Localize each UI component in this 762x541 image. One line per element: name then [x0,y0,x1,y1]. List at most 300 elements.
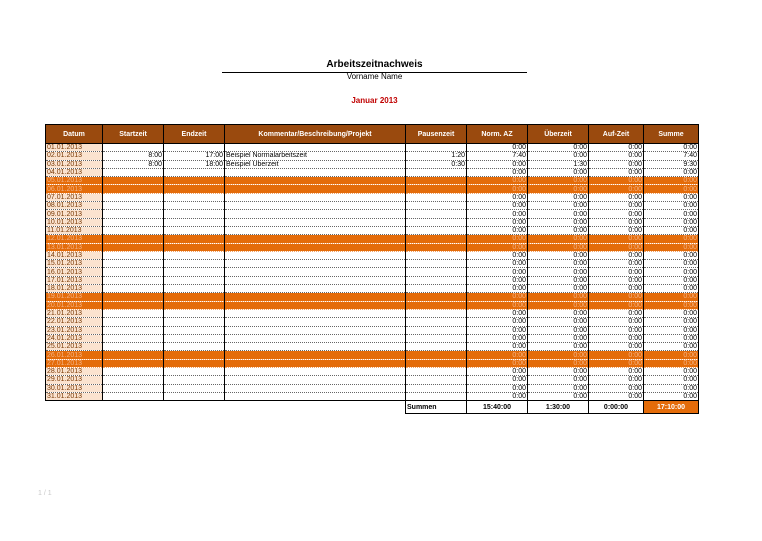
ueberzeit-cell[interactable]: 0:00 [528,293,589,301]
ueberzeit-cell[interactable]: 0:00 [528,368,589,376]
date-cell[interactable]: 02.01.2013 [46,152,103,160]
comment-cell[interactable] [225,384,406,392]
date-cell[interactable]: 22.01.2013 [46,318,103,326]
ueberzeit-cell[interactable]: 0:00 [528,392,589,400]
date-cell[interactable]: 10.01.2013 [46,218,103,226]
end-time-cell[interactable] [164,260,225,268]
pause-time-cell[interactable] [406,260,467,268]
norm-az-cell[interactable]: 0:00 [467,235,528,243]
end-time-cell[interactable] [164,210,225,218]
comment-cell[interactable]: Beispiel Überzeit [225,160,406,168]
auf-zeit-cell[interactable]: 0:00 [589,351,644,359]
auf-zeit-cell[interactable]: 0:00 [589,376,644,384]
summe-cell[interactable]: 0:00 [644,210,699,218]
ueberzeit-cell[interactable]: 0:00 [528,351,589,359]
ueberzeit-cell[interactable]: 0:00 [528,226,589,234]
pause-time-cell[interactable] [406,334,467,342]
summe-cell[interactable]: 0:00 [644,144,699,152]
auf-zeit-cell[interactable]: 0:00 [589,326,644,334]
table-row [46,351,699,359]
ueberzeit-cell[interactable]: 0:00 [528,318,589,326]
auf-zeit-cell[interactable]: 0:00 [589,384,644,392]
summe-cell[interactable]: 0:00 [644,235,699,243]
norm-az-cell[interactable]: 0:00 [467,226,528,234]
start-time-cell[interactable] [103,309,164,317]
summe-cell[interactable]: 0:00 [644,268,699,276]
summe-cell[interactable]: 0:00 [644,343,699,351]
norm-az-cell[interactable]: 0:00 [467,276,528,284]
col-pausenzeit[interactable]: Pausenzeit [406,125,467,144]
start-time-cell[interactable] [103,293,164,301]
start-time-cell[interactable] [103,210,164,218]
start-time-cell[interactable] [103,243,164,251]
summe-cell[interactable]: 0:00 [644,285,699,293]
auf-zeit-cell[interactable]: 0:00 [589,293,644,301]
norm-az-cell[interactable]: 0:00 [467,268,528,276]
pause-time-cell[interactable] [406,392,467,400]
start-time-cell[interactable] [103,235,164,243]
date-cell[interactable]: 23.01.2013 [46,326,103,334]
total-ueberzeit[interactable]: 1:30:00 [528,401,589,414]
date-cell[interactable]: 29.01.2013 [46,376,103,384]
end-time-cell[interactable] [164,368,225,376]
ueberzeit-cell[interactable]: 0:00 [528,193,589,201]
comment-cell[interactable] [225,376,406,384]
start-time-cell[interactable] [103,318,164,326]
summe-cell[interactable]: 0:00 [644,185,699,193]
summe-cell[interactable]: 0:00 [644,218,699,226]
end-time-cell[interactable] [164,168,225,176]
norm-az-cell[interactable]: 0:00 [467,260,528,268]
start-time-cell[interactable] [103,144,164,152]
norm-az-cell[interactable]: 0:00 [467,293,528,301]
start-time-cell[interactable]: 8:00 [103,160,164,168]
col-ueberzeit[interactable]: Überzeit [528,125,589,144]
start-time-cell[interactable] [103,168,164,176]
col-auf-zeit[interactable]: Auf-Zeit [589,125,644,144]
end-time-cell[interactable] [164,326,225,334]
ueberzeit-cell[interactable]: 0:00 [528,301,589,309]
pause-time-cell[interactable] [406,218,467,226]
date-cell[interactable]: 15.01.2013 [46,260,103,268]
summe-cell[interactable]: 0:00 [644,276,699,284]
norm-az-cell[interactable]: 0:00 [467,177,528,185]
auf-zeit-cell[interactable]: 0:00 [589,368,644,376]
summe-cell[interactable]: 9:30 [644,160,699,168]
norm-az-cell[interactable]: 0:00 [467,243,528,251]
date-cell[interactable]: 31.01.2013 [46,392,103,400]
pause-time-cell[interactable] [406,168,467,176]
comment-cell[interactable] [225,144,406,152]
start-time-cell[interactable] [103,368,164,376]
date-cell[interactable]: 16.01.2013 [46,268,103,276]
pause-time-cell[interactable] [406,193,467,201]
auf-zeit-cell[interactable]: 0:00 [589,309,644,317]
summe-cell[interactable]: 0:00 [644,392,699,400]
summe-cell[interactable]: 0:00 [644,226,699,234]
date-cell[interactable]: 25.01.2013 [46,343,103,351]
ueberzeit-cell[interactable]: 0:00 [528,251,589,259]
ueberzeit-cell[interactable]: 0:00 [528,309,589,317]
date-cell[interactable]: 28.01.2013 [46,368,103,376]
norm-az-cell[interactable]: 0:00 [467,334,528,342]
end-time-cell[interactable] [164,309,225,317]
comment-cell[interactable] [225,226,406,234]
pause-time-cell[interactable] [406,235,467,243]
comment-cell[interactable] [225,168,406,176]
pause-time-cell[interactable] [406,185,467,193]
date-cell[interactable]: 09.01.2013 [46,210,103,218]
norm-az-cell[interactable]: 0:00 [467,218,528,226]
comment-cell[interactable] [225,392,406,400]
end-time-cell[interactable]: 18:00 [164,160,225,168]
date-cell[interactable]: 11.01.2013 [46,226,103,234]
comment-cell[interactable] [225,309,406,317]
end-time-cell[interactable] [164,359,225,367]
date-cell[interactable]: 18.01.2013 [46,285,103,293]
start-time-cell[interactable] [103,351,164,359]
end-time-cell[interactable] [164,301,225,309]
pause-time-cell[interactable] [406,359,467,367]
pause-time-cell[interactable] [406,368,467,376]
comment-cell[interactable] [225,301,406,309]
end-time-cell[interactable]: 17:00 [164,152,225,160]
table-row [46,243,699,251]
comment-cell[interactable] [225,268,406,276]
comment-cell[interactable] [225,177,406,185]
start-time-cell[interactable] [103,268,164,276]
comment-cell[interactable] [225,368,406,376]
ueberzeit-cell[interactable]: 0:00 [528,359,589,367]
end-time-cell[interactable] [164,268,225,276]
norm-az-cell[interactable]: 0:00 [467,384,528,392]
auf-zeit-cell[interactable]: 0:00 [589,218,644,226]
col-datum[interactable]: Datum [46,125,103,144]
pause-time-cell[interactable] [406,210,467,218]
end-time-cell[interactable] [164,185,225,193]
auf-zeit-cell[interactable]: 0:00 [589,343,644,351]
ueberzeit-cell[interactable]: 0:00 [528,152,589,160]
total-summe[interactable]: 17:10:00 [644,401,699,414]
total-norm-az[interactable]: 15:40:00 [467,401,528,414]
start-time-cell[interactable] [103,202,164,210]
norm-az-cell[interactable]: 0:00 [467,144,528,152]
pause-time-cell[interactable] [406,285,467,293]
auf-zeit-cell[interactable]: 0:00 [589,168,644,176]
auf-zeit-cell[interactable]: 0:00 [589,185,644,193]
date-cell[interactable]: 26.01.2013 [46,351,103,359]
date-cell[interactable]: 30.01.2013 [46,384,103,392]
end-time-cell[interactable] [164,293,225,301]
date-cell[interactable]: 04.01.2013 [46,168,103,176]
comment-cell[interactable] [225,334,406,342]
end-time-cell[interactable] [164,177,225,185]
end-time-cell[interactable] [164,202,225,210]
auf-zeit-cell[interactable]: 0:00 [589,334,644,342]
total-auf-zeit[interactable]: 0:00:00 [589,401,644,414]
summe-cell[interactable]: 0:00 [644,326,699,334]
comment-cell[interactable] [225,318,406,326]
end-time-cell[interactable] [164,318,225,326]
pause-time-cell[interactable] [406,326,467,334]
summe-cell[interactable]: 0:00 [644,193,699,201]
comment-cell[interactable] [225,293,406,301]
comment-cell[interactable] [225,193,406,201]
summe-cell[interactable]: 0:00 [644,318,699,326]
month-label: Januar 2013 [351,96,398,105]
table-row [46,359,699,367]
pause-time-cell[interactable] [406,293,467,301]
pause-time-cell[interactable] [406,309,467,317]
norm-az-cell[interactable]: 0:00 [467,318,528,326]
ueberzeit-cell[interactable]: 0:00 [528,177,589,185]
date-cell[interactable]: 08.01.2013 [46,202,103,210]
pause-time-cell[interactable] [406,243,467,251]
start-time-cell[interactable] [103,343,164,351]
norm-az-cell[interactable]: 0:00 [467,185,528,193]
date-cell[interactable]: 07.01.2013 [46,193,103,201]
ueberzeit-cell[interactable]: 0:00 [528,210,589,218]
auf-zeit-cell[interactable]: 0:00 [589,251,644,259]
end-time-cell[interactable] [164,251,225,259]
summe-cell[interactable]: 0:00 [644,359,699,367]
col-endzeit[interactable]: Endzeit [164,125,225,144]
pause-time-cell[interactable] [406,376,467,384]
norm-az-cell[interactable]: 0:00 [467,392,528,400]
ueberzeit-cell[interactable]: 0:00 [528,343,589,351]
comment-cell[interactable] [225,243,406,251]
auf-zeit-cell[interactable]: 0:00 [589,276,644,284]
start-time-cell[interactable] [103,185,164,193]
end-time-cell[interactable] [164,384,225,392]
start-time-cell[interactable] [103,260,164,268]
date-cell[interactable]: 05.01.2013 [46,177,103,185]
end-time-cell[interactable] [164,226,225,234]
date-cell[interactable]: 12.01.2013 [46,235,103,243]
comment-cell[interactable] [225,326,406,334]
comment-cell[interactable] [225,260,406,268]
auf-zeit-cell[interactable]: 0:00 [589,243,644,251]
ueberzeit-cell[interactable]: 0:00 [528,185,589,193]
pause-time-cell[interactable] [406,177,467,185]
start-time-cell[interactable] [103,359,164,367]
summe-cell[interactable]: 0:00 [644,351,699,359]
start-time-cell[interactable] [103,193,164,201]
auf-zeit-cell[interactable]: 0:00 [589,260,644,268]
end-time-cell[interactable] [164,285,225,293]
auf-zeit-cell[interactable]: 0:00 [589,226,644,234]
norm-az-cell[interactable]: 0:00 [467,210,528,218]
pause-time-cell[interactable] [406,144,467,152]
norm-az-cell[interactable]: 0:00 [467,160,528,168]
comment-cell[interactable] [225,235,406,243]
end-time-cell[interactable] [164,276,225,284]
end-time-cell[interactable] [164,235,225,243]
norm-az-cell[interactable]: 0:00 [467,359,528,367]
summe-cell[interactable]: 0:00 [644,177,699,185]
date-cell[interactable]: 20.01.2013 [46,301,103,309]
end-time-cell[interactable] [164,144,225,152]
table-row [46,185,699,193]
norm-az-cell[interactable]: 0:00 [467,285,528,293]
auf-zeit-cell[interactable]: 0:00 [589,177,644,185]
norm-az-cell[interactable]: 0:00 [467,351,528,359]
end-time-cell[interactable] [164,243,225,251]
auf-zeit-cell[interactable]: 0:00 [589,144,644,152]
date-cell[interactable]: 03.01.2013 [46,160,103,168]
comment-cell[interactable] [225,359,406,367]
ueberzeit-cell[interactable]: 0:00 [528,276,589,284]
col-summe[interactable]: Summe [644,125,699,144]
end-time-cell[interactable] [164,392,225,400]
end-time-cell[interactable] [164,351,225,359]
col-norm-az[interactable]: Norm. AZ [467,125,528,144]
pause-time-cell[interactable] [406,318,467,326]
ueberzeit-cell[interactable]: 0:00 [528,243,589,251]
auf-zeit-cell[interactable]: 0:00 [589,392,644,400]
date-cell[interactable]: 19.01.2013 [46,293,103,301]
start-time-cell[interactable] [103,334,164,342]
auf-zeit-cell[interactable]: 0:00 [589,193,644,201]
pause-time-cell[interactable]: 1:20 [406,152,467,160]
table-row [46,193,699,201]
pause-time-cell[interactable] [406,268,467,276]
summe-cell[interactable]: 0:00 [644,384,699,392]
start-time-cell[interactable] [103,392,164,400]
pause-time-cell[interactable] [406,351,467,359]
comment-cell[interactable] [225,343,406,351]
summe-cell[interactable]: 0:00 [644,334,699,342]
start-time-cell[interactable] [103,376,164,384]
summe-cell[interactable]: 0:00 [644,260,699,268]
norm-az-cell[interactable]: 0:00 [467,251,528,259]
comment-cell[interactable] [225,251,406,259]
summe-cell[interactable]: 0:00 [644,168,699,176]
date-cell[interactable]: 21.01.2013 [46,309,103,317]
comment-cell[interactable] [225,276,406,284]
comment-cell[interactable] [225,351,406,359]
norm-az-cell[interactable]: 0:00 [467,376,528,384]
ueberzeit-cell[interactable]: 1:30 [528,160,589,168]
comment-cell[interactable] [225,285,406,293]
auf-zeit-cell[interactable]: 0:00 [589,285,644,293]
summe-cell[interactable]: 0:00 [644,293,699,301]
ueberzeit-cell[interactable]: 0:00 [528,334,589,342]
end-time-cell[interactable] [164,334,225,342]
pause-time-cell[interactable] [406,202,467,210]
start-time-cell[interactable] [103,326,164,334]
summe-cell[interactable]: 0:00 [644,376,699,384]
auf-zeit-cell[interactable]: 0:00 [589,301,644,309]
comment-cell[interactable] [225,218,406,226]
end-time-cell[interactable] [164,343,225,351]
col-startzeit[interactable]: Startzeit [103,125,164,144]
col-kommentar[interactable]: Kommentar/Beschreibung/Projekt [225,125,406,144]
auf-zeit-cell[interactable]: 0:00 [589,318,644,326]
date-cell[interactable]: 17.01.2013 [46,276,103,284]
date-cell[interactable]: 24.01.2013 [46,334,103,342]
start-time-cell[interactable] [103,301,164,309]
norm-az-cell[interactable]: 0:00 [467,193,528,201]
start-time-cell[interactable] [103,276,164,284]
table-row [46,226,699,234]
auf-zeit-cell[interactable]: 0:00 [589,235,644,243]
auf-zeit-cell[interactable]: 0:00 [589,359,644,367]
start-time-cell[interactable] [103,384,164,392]
summe-cell[interactable]: 0:00 [644,243,699,251]
pause-time-cell[interactable] [406,343,467,351]
date-cell[interactable]: 01.01.2013 [46,144,103,152]
start-time-cell[interactable]: 8:00 [103,152,164,160]
comment-cell[interactable] [225,202,406,210]
ueberzeit-cell[interactable]: 0:00 [528,202,589,210]
auf-zeit-cell[interactable]: 0:00 [589,202,644,210]
ueberzeit-cell[interactable]: 0:00 [528,218,589,226]
ueberzeit-cell[interactable]: 0:00 [528,260,589,268]
summe-cell[interactable]: 7:40 [644,152,699,160]
date-cell[interactable]: 27.01.2013 [46,359,103,367]
date-cell[interactable]: 13.01.2013 [46,243,103,251]
norm-az-cell[interactable]: 7:40 [467,152,528,160]
summe-cell[interactable]: 0:00 [644,309,699,317]
ueberzeit-cell[interactable]: 0:00 [528,376,589,384]
date-cell[interactable]: 14.01.2013 [46,251,103,259]
comment-cell[interactable]: Beispiel Normalarbeitszeit [225,152,406,160]
employee-name: Vorname Name [346,72,403,81]
date-cell[interactable]: 06.01.2013 [46,185,103,193]
ueberzeit-cell[interactable]: 0:00 [528,235,589,243]
norm-az-cell[interactable]: 0:00 [467,309,528,317]
ueberzeit-cell[interactable]: 0:00 [528,384,589,392]
summe-cell[interactable]: 0:00 [644,368,699,376]
summe-cell[interactable]: 0:00 [644,251,699,259]
start-time-cell[interactable] [103,218,164,226]
pause-time-cell[interactable] [406,251,467,259]
norm-az-cell[interactable]: 0:00 [467,301,528,309]
start-time-cell[interactable] [103,226,164,234]
norm-az-cell[interactable]: 0:00 [467,343,528,351]
ueberzeit-cell[interactable]: 0:00 [528,168,589,176]
comment-cell[interactable] [225,210,406,218]
auf-zeit-cell[interactable]: 0:00 [589,210,644,218]
pause-time-cell[interactable] [406,276,467,284]
auf-zeit-cell[interactable]: 0:00 [589,152,644,160]
end-time-cell[interactable] [164,193,225,201]
start-time-cell[interactable] [103,285,164,293]
start-time-cell[interactable] [103,251,164,259]
norm-az-cell[interactable]: 0:00 [467,326,528,334]
norm-az-cell[interactable]: 0:00 [467,168,528,176]
ueberzeit-cell[interactable]: 0:00 [528,268,589,276]
auf-zeit-cell[interactable]: 0:00 [589,160,644,168]
auf-zeit-cell[interactable]: 0:00 [589,268,644,276]
summe-cell[interactable]: 0:00 [644,301,699,309]
end-time-cell[interactable] [164,218,225,226]
ueberzeit-cell[interactable]: 0:00 [528,326,589,334]
ueberzeit-cell[interactable]: 0:00 [528,285,589,293]
norm-az-cell[interactable]: 0:00 [467,368,528,376]
pause-time-cell[interactable] [406,226,467,234]
start-time-cell[interactable] [103,177,164,185]
pause-time-cell[interactable] [406,384,467,392]
summe-cell[interactable]: 0:00 [644,202,699,210]
pause-time-cell[interactable]: 0:30 [406,160,467,168]
comment-cell[interactable] [225,185,406,193]
pause-time-cell[interactable] [406,301,467,309]
norm-az-cell[interactable]: 0:00 [467,202,528,210]
end-time-cell[interactable] [164,376,225,384]
ueberzeit-cell[interactable]: 0:00 [528,144,589,152]
